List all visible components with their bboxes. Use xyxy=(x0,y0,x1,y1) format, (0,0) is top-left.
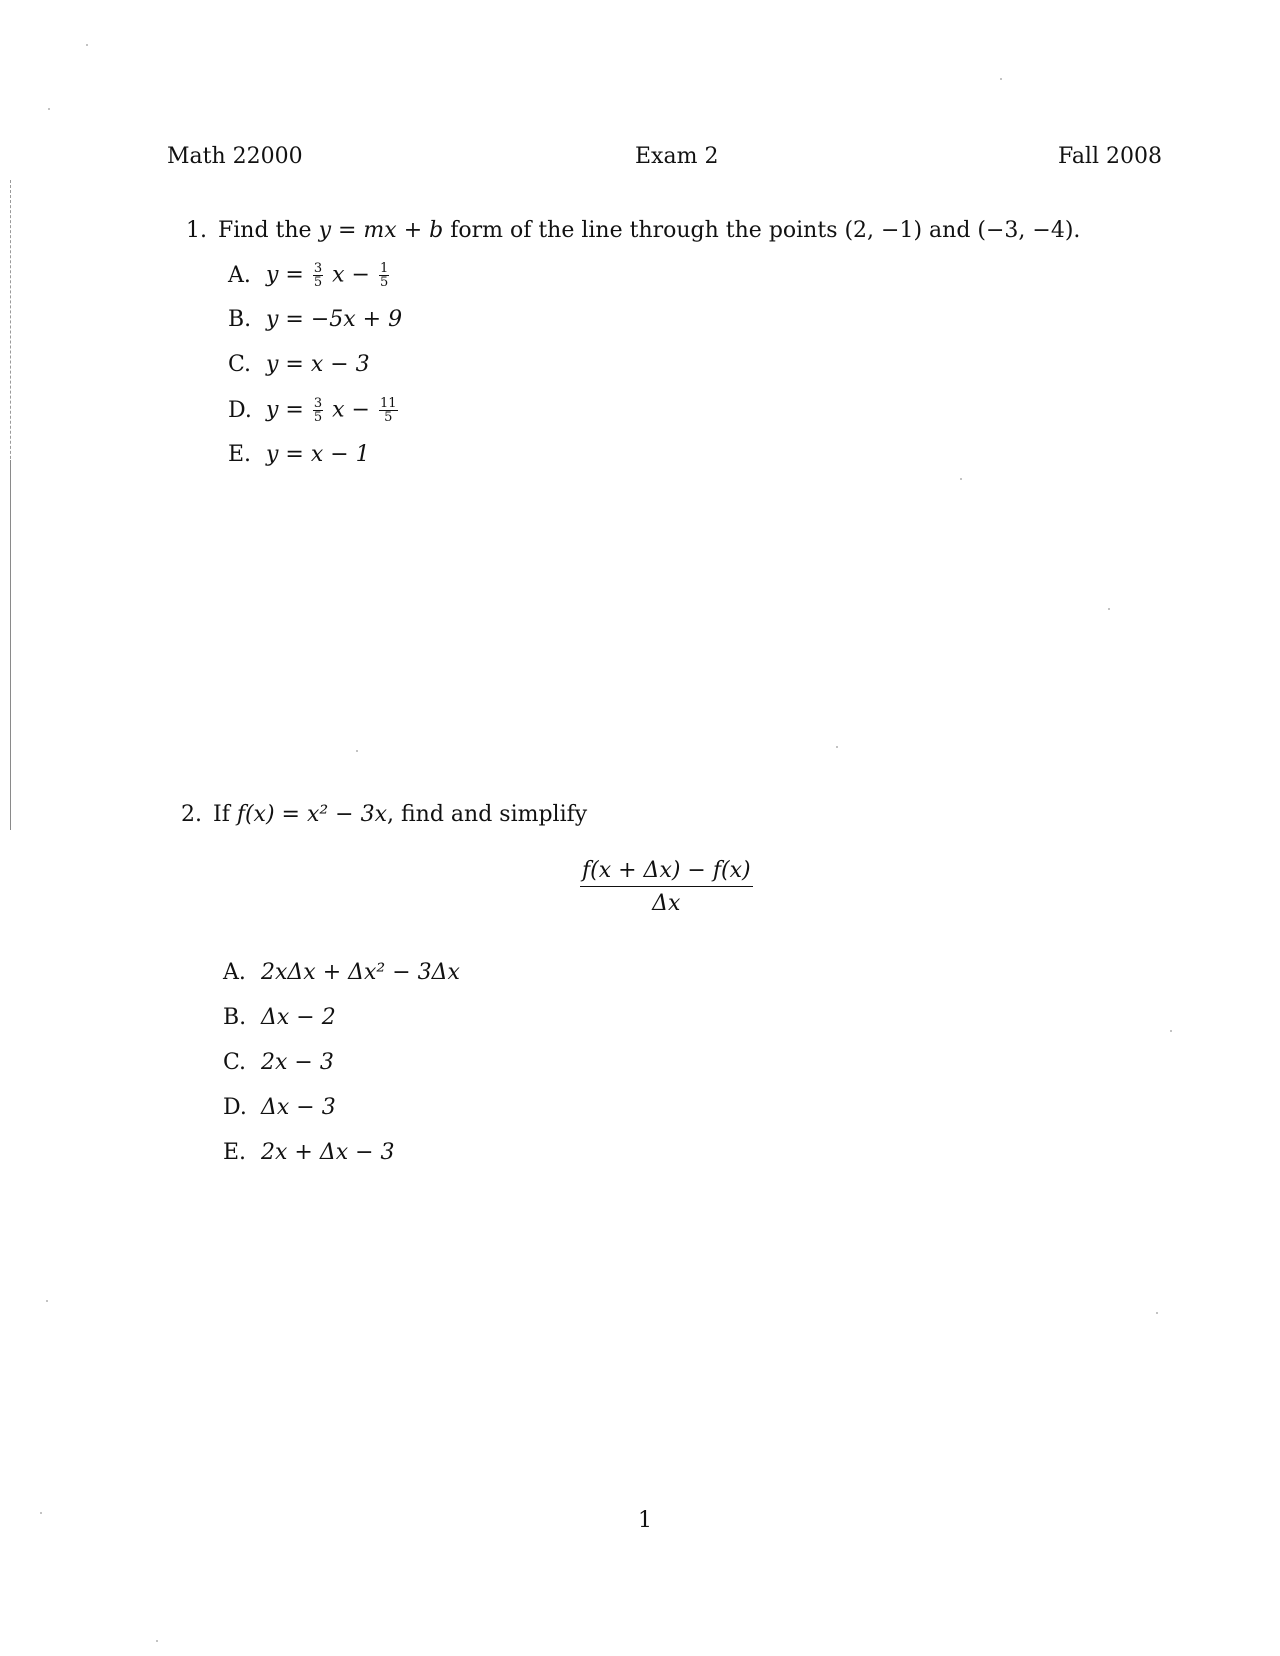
question-1-text-after: form of the line through the points (2, −1) and (−3, −4). xyxy=(443,218,1081,243)
question-2-prompt xyxy=(181,802,587,827)
exam-term: Fall 2008 xyxy=(1058,144,1162,169)
answer-option[interactable] xyxy=(223,1095,460,1140)
option-text: Δx − 2 xyxy=(261,1005,336,1030)
fraction xyxy=(379,262,389,289)
option-lhs: y = xyxy=(266,397,311,423)
answer-option[interactable] xyxy=(228,397,402,442)
answer-option[interactable] xyxy=(228,307,402,352)
difference-quotient-denominator: Δx xyxy=(652,891,681,916)
option-letter: E. xyxy=(228,442,252,467)
fraction-numerator: 11 xyxy=(379,396,397,411)
option-letter: C. xyxy=(228,352,252,377)
option-middle: x − xyxy=(325,397,377,423)
scan-edge-solid xyxy=(10,460,11,830)
question-2-options xyxy=(223,960,460,1185)
question-2-text-after: , find and simplify xyxy=(387,802,588,827)
fraction-numerator: 1 xyxy=(379,261,389,276)
option-text: y = x − 3 xyxy=(266,352,370,377)
answer-option[interactable] xyxy=(223,1005,460,1050)
fraction-numerator: 3 xyxy=(313,396,323,411)
fraction xyxy=(313,262,323,289)
exam-title: Exam 2 xyxy=(635,144,719,169)
course-title: Math 22000 xyxy=(167,144,303,169)
question-2 xyxy=(181,802,587,827)
option-middle: x − xyxy=(325,262,377,288)
scan-speck xyxy=(40,1512,42,1514)
question-1-prompt xyxy=(186,218,1080,243)
answer-option[interactable] xyxy=(228,352,402,397)
question-1-equation: y = mx + b xyxy=(318,218,444,243)
answer-option[interactable] xyxy=(223,1140,460,1185)
option-text: y = −5x + 9 xyxy=(266,307,403,332)
fraction-denominator: 5 xyxy=(313,410,323,425)
fraction-denominator: 5 xyxy=(379,275,389,290)
page-number: 1 xyxy=(638,1508,652,1533)
option-text: 2xΔx + Δx² − 3Δx xyxy=(261,960,460,985)
scan-speck xyxy=(156,1640,158,1642)
scan-speck xyxy=(1156,1312,1158,1314)
fraction-denominator: 5 xyxy=(384,410,393,425)
option-letter: A. xyxy=(228,262,251,288)
option-letter: E. xyxy=(223,1140,247,1165)
option-letter: A. xyxy=(223,960,246,985)
fraction xyxy=(313,397,323,424)
scan-speck xyxy=(1000,78,1002,80)
scan-speck xyxy=(356,750,358,752)
answer-option[interactable] xyxy=(223,1050,460,1095)
option-letter: D. xyxy=(223,1095,247,1120)
scan-speck xyxy=(86,44,88,46)
fraction xyxy=(379,397,398,424)
option-text: 2x − 3 xyxy=(261,1050,334,1075)
answer-option[interactable] xyxy=(223,960,460,1005)
question-number: 2. xyxy=(181,802,202,827)
scan-speck xyxy=(46,1300,48,1302)
scan-speck xyxy=(1108,608,1110,610)
question-2-text-if: If xyxy=(213,802,237,827)
difference-quotient-numerator: f(x + Δx) − f(x) xyxy=(580,858,753,887)
fraction-denominator: 5 xyxy=(313,275,323,290)
question-number: 1. xyxy=(186,218,207,243)
option-lhs: y = xyxy=(266,262,311,288)
difference-quotient xyxy=(580,858,753,916)
scan-speck xyxy=(836,746,838,748)
option-text: y = x − 1 xyxy=(266,442,370,467)
question-1-options xyxy=(228,262,402,487)
option-text: 2x + Δx − 3 xyxy=(261,1140,395,1165)
scan-speck xyxy=(48,108,50,110)
question-1 xyxy=(186,218,1080,243)
scan-speck xyxy=(1170,1030,1172,1032)
fraction-numerator: 3 xyxy=(313,261,323,276)
option-letter: B. xyxy=(228,307,252,332)
answer-option[interactable] xyxy=(228,442,402,487)
option-letter: D. xyxy=(228,397,252,423)
question-2-function: f(x) = x² − 3x xyxy=(236,802,388,827)
scan-speck xyxy=(960,478,962,480)
option-letter: B. xyxy=(223,1005,247,1030)
option-text: Δx − 3 xyxy=(261,1095,336,1120)
answer-option[interactable] xyxy=(228,262,402,307)
option-letter: C. xyxy=(223,1050,247,1075)
question-1-text-before: Find the xyxy=(218,218,319,243)
